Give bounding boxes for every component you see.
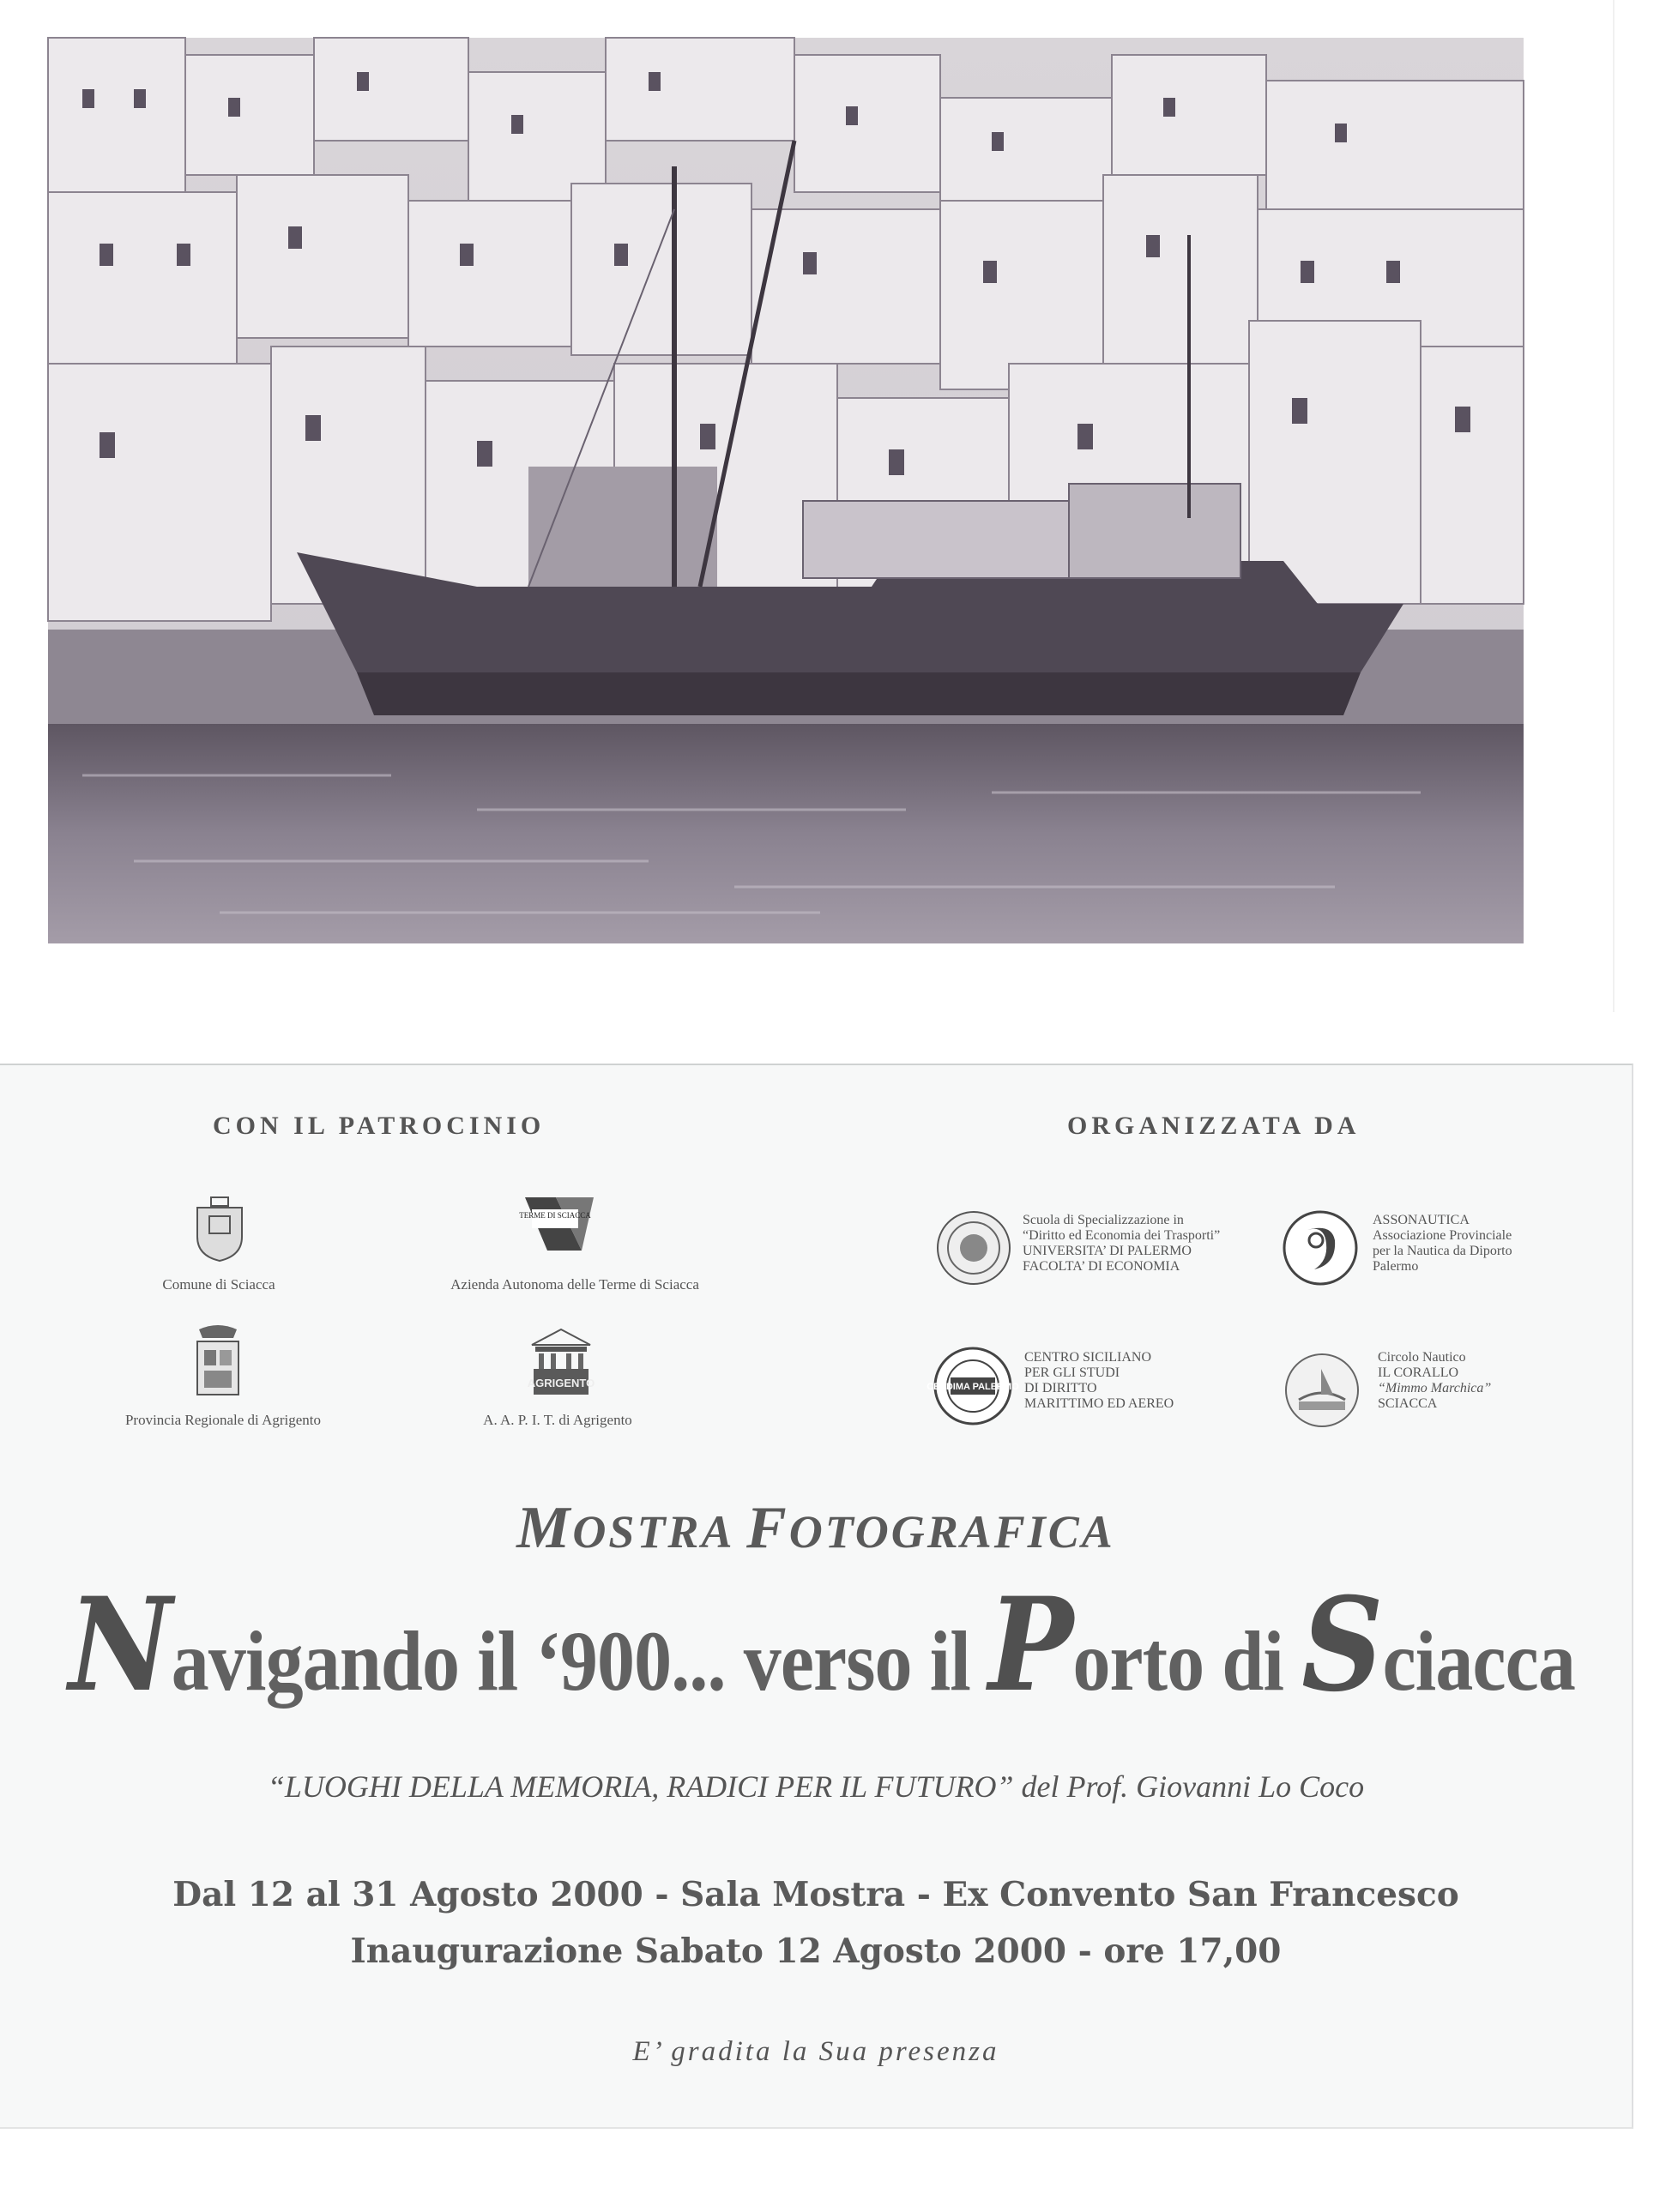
patronage-heading: CON IL PATROCINIO <box>213 1112 546 1140</box>
patronage-caption-1: Comune di Sciacca <box>162 1276 275 1293</box>
title-initial-p: P <box>988 1570 1073 1721</box>
card-edge <box>1613 0 1615 1012</box>
title-initial-s: S <box>1301 1570 1383 1721</box>
organizer-4-line-3: “Mimmo Marchica” <box>1378 1381 1492 1395</box>
terme-logo-text: TERME DI SCIACCA <box>519 1211 591 1220</box>
terme-di-sciacca-logo <box>519 1194 595 1254</box>
organizer-3-line-3: DI DIRITTO <box>1024 1381 1097 1395</box>
organizer-3-text <box>1024 1350 1282 1412</box>
organizer-4-line-4: SCIACCA <box>1378 1396 1438 1411</box>
organizer-2-text <box>1373 1213 1613 1275</box>
title-part-3: ciacca <box>1382 1613 1575 1709</box>
organizer-2-line-1: ASSONAUTICA <box>1373 1213 1470 1227</box>
organizer-4-text <box>1378 1350 1601 1412</box>
organizer-1-text <box>1023 1213 1280 1275</box>
invitation-card <box>0 1064 1633 2129</box>
organizer-1-line-1: Scuola di Specializzazione in <box>1023 1213 1184 1227</box>
organizer-4-line-1: Circolo Nautico <box>1378 1350 1466 1365</box>
provincial-crest-icon <box>190 1324 245 1401</box>
assonautica-logo <box>1282 1209 1359 1287</box>
organizer-1-line-2: “Diritto ed Economia dei Trasporti” <box>1023 1228 1221 1243</box>
event-type-rest-1: OSTRA <box>572 1506 746 1558</box>
organizer-2-line-3: per la Nautica da Diporto <box>1373 1244 1512 1258</box>
organizer-3-line-1: CENTRO SICILIANO <box>1024 1350 1151 1365</box>
circolo-nautico-logo <box>1283 1352 1361 1429</box>
agrigento-temple-logo <box>528 1326 594 1400</box>
event-type <box>0 1494 1632 1563</box>
cesdima-seal-icon <box>927 1345 1019 1427</box>
event-type-initial-1: M <box>516 1495 573 1561</box>
organizers-heading: ORGANIZZATA DA <box>1067 1112 1361 1140</box>
harbour-photograph <box>48 38 1524 943</box>
event-title <box>69 1570 1575 1721</box>
organizer-3-line-4: MARITTIMO ED AEREO <box>1024 1396 1174 1411</box>
organizer-2-line-4: Palermo <box>1373 1259 1419 1274</box>
patronage-caption-3: Provincia Regionale di Agrigento <box>124 1412 322 1428</box>
title-part-1: avigando il ‘900... verso il <box>171 1613 989 1709</box>
patronage-caption-4: A. A. P. I. T. di Agrigento <box>483 1412 632 1428</box>
event-type-initial-2: F <box>746 1495 789 1561</box>
closing-line: E’ gradita la Sua presenza <box>632 2036 999 2067</box>
organizer-4-line-2: IL CORALLO <box>1378 1365 1459 1380</box>
organizer-2-line-2: Associazione Provinciale <box>1373 1228 1512 1243</box>
organizer-3-line-2: PER GLI STUDI <box>1024 1365 1120 1380</box>
event-type-rest-2: OTOGRAFICA <box>788 1506 1115 1558</box>
agrigento-logo-text: AGRIGENTO <box>527 1377 595 1389</box>
organizer-1-line-4: FACOLTA’ DI ECONOMIA <box>1023 1259 1180 1274</box>
cesdima-logo-text: CESDIMA PALERMO <box>927 1382 1019 1392</box>
patronage-caption-2: Azienda Autonoma delle Terme di Sciacca <box>450 1276 699 1293</box>
event-subtitle: “LUOGHI DELLA MEMORIA, RADICI PER IL FUTURO” del Prof. Giovanni Lo Coco <box>267 1769 1365 1804</box>
organizer-1-line-3: UNIVERSITA’ DI PALERMO <box>1023 1244 1192 1258</box>
event-opening: Inaugurazione Sabato 12 Agosto 2000 - ore 17,00 <box>350 1932 1282 1971</box>
title-part-2: orto di <box>1072 1613 1302 1709</box>
coat-of-arms-icon <box>192 1194 247 1263</box>
university-seal-icon <box>935 1209 1012 1287</box>
harbour-ship-image <box>48 38 1524 943</box>
event-dates: Dal 12 al 31 Agosto 2000 - Sala Mostra - Ex Convento San Francesco <box>172 1875 1459 1914</box>
title-initial-n: N <box>69 1570 172 1721</box>
